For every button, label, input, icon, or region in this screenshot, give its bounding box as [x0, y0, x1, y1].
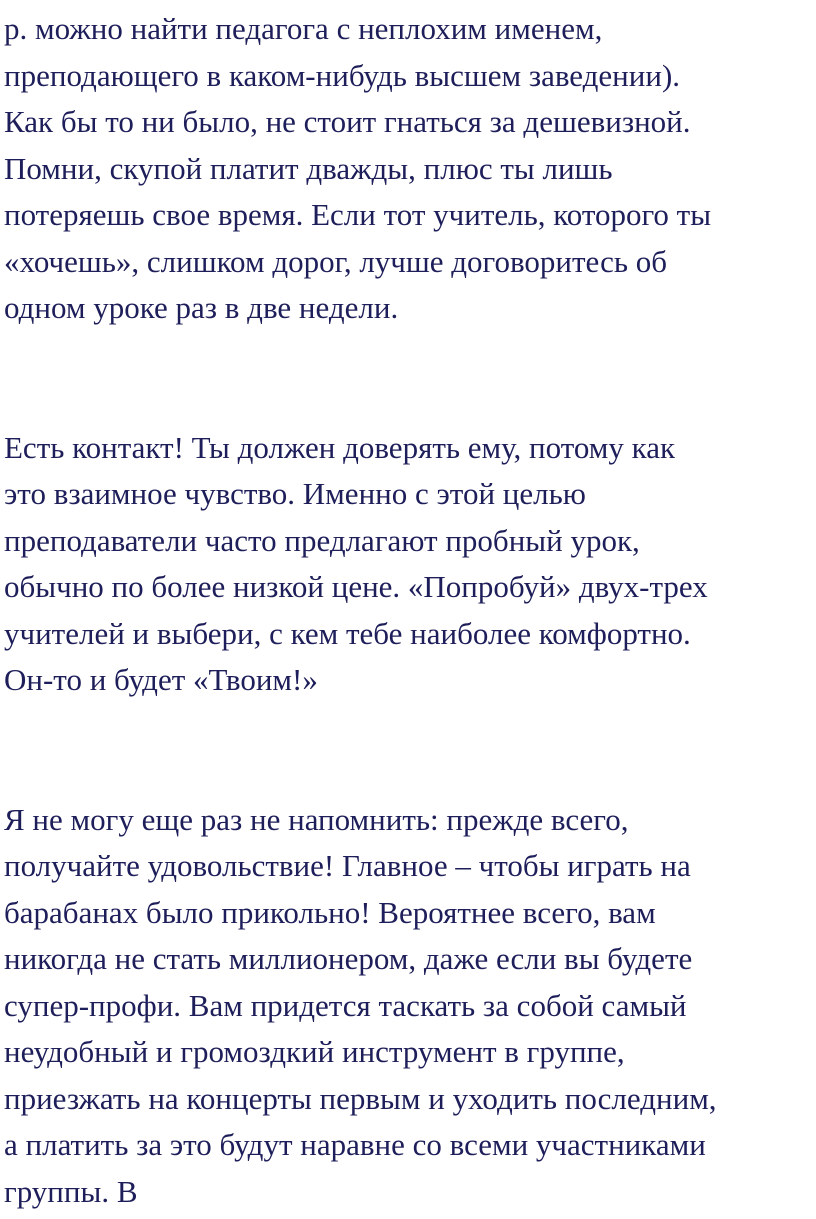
- text-line: Помни, скупой платит дважды, плюс ты лишь: [4, 150, 613, 186]
- text-line: а платить за это будут наравне со всеми участниками: [4, 1127, 706, 1162]
- text-line: Как бы то ни было, не стоит гнаться за дешевизной.: [4, 104, 691, 139]
- text-line: учителей и выбери, с кем тебе наиболее комфортно.: [4, 615, 691, 651]
- paragraph-spacer: [4, 704, 816, 797]
- text-line: супер-профи. Вам придется таскать за собой самый: [4, 987, 687, 1023]
- text-line: барабанах было прикольно! Вероятнее всего, вам: [4, 894, 656, 930]
- text-line: р. можно найти педагога с неплохим именем,: [4, 11, 603, 46]
- text-line: обычно по более низкой цене. «Попробуй» двух-трех: [4, 569, 708, 604]
- text-line: потеряешь свое время. Если тот учитель, которого ты: [4, 197, 712, 232]
- text-line: преподаватели часто предлагают пробный урок,: [4, 522, 640, 558]
- text-line: преподающего в каком-нибудь высшем заведении).: [4, 57, 681, 93]
- text-line: Я не могу еще раз не напомнить: прежде всего,: [4, 801, 629, 837]
- text-line: Он-то и будет «Твоим!»: [4, 662, 318, 697]
- text-line: неудобный и громоздкий инструмент в группе,: [4, 1034, 625, 1069]
- text-line: группы. В: [4, 1173, 138, 1209]
- text-line: Есть контакт! Ты должен доверять ему, потому как: [4, 429, 676, 465]
- paragraph-spacer: [4, 332, 816, 425]
- text-line: получайте удовольствие! Главное – чтобы играть на: [4, 848, 691, 883]
- text-line: «хочешь», слишком дорог, лучше договоритесь об: [4, 243, 667, 279]
- paragraph-1: [4, 6, 816, 332]
- text-line: одном уроке раз в две недели.: [4, 290, 399, 325]
- text-line: приезжать на концерты первым и уходить последним,: [4, 1080, 717, 1116]
- paragraph-3: [4, 797, 816, 1216]
- text-line: никогда не стать миллионером, даже если вы будете: [4, 941, 693, 976]
- paragraph-2: [4, 425, 816, 704]
- text-line: это взаимное чувство. Именно с этой целью: [4, 476, 586, 511]
